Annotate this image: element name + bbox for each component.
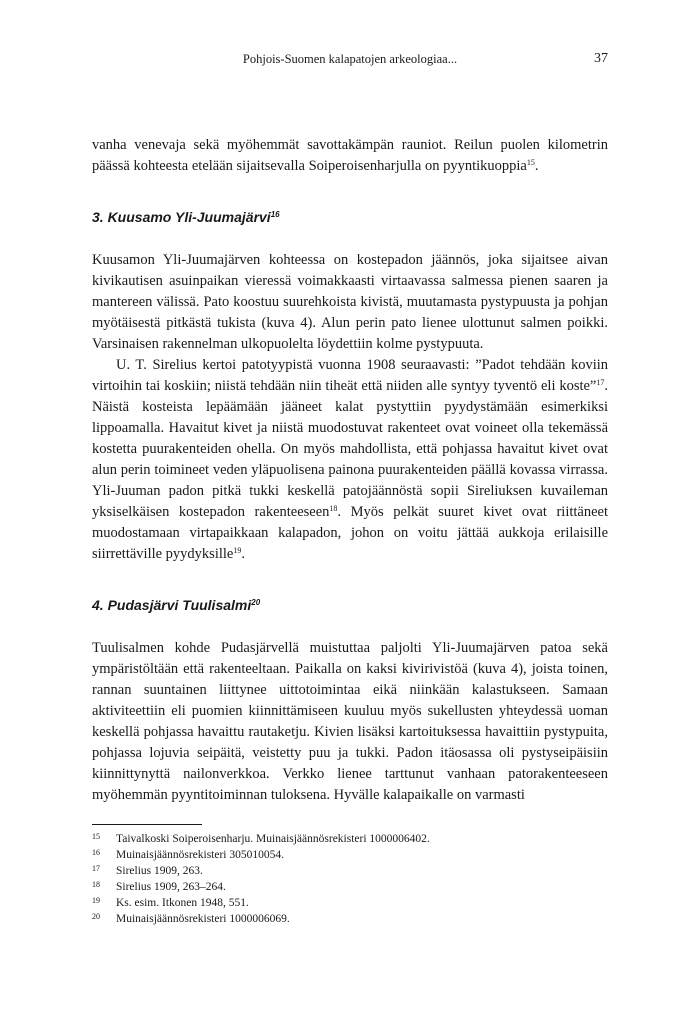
section-3-paragraph-1: Kuusamon Yli-Juumajärven kohteessa on kostepadon jäännös, joka sijaitsee aivan kivikautisen asuinpaikan vieressä voimakkaasti virtaavassa salmessa pienen saaren ja mantereen välissä. Pato koostuu suurehkoista kivistä, muutamasta pystypuusta ja pohjan myötäisestä pitkästä tukista (kuva 4). Alun perin pato lienee ulottunut salmen poikki. Varsinaisen rakennelman ulkopuolelta löydettiin kolme pystypuuta.: [92, 252, 608, 352]
footnote-ref-17[interactable]: 17: [596, 378, 605, 387]
footnote-number: 18: [92, 880, 100, 889]
section-heading-3: [92, 207, 608, 228]
section-4-title: 4. Pudasjärvi Tuulisalmi: [92, 597, 252, 613]
footnote-item: [92, 895, 608, 911]
footnote-text: Muinaisjäännösrekisteri 1000006069.: [116, 913, 290, 925]
section-4-paragraph-1: Tuulisalmen kohde Pudasjärvellä muistuttaa paljolti Yli-Juumajärven patoa sekä ympäristöltään että rakenteeltaan. Paikalla on kaksi kivirivistöä (kuva 4), joista toinen, rannan suuntainen liittynee uittotoimintaa eikä niinkään kalastukseen. Samaan aktiviteettiin eli puomien kiinnittämiseen kuuluu myös sukellusten yhteydessä uoman keskellä pohjassa havaittu rautaketju. Kivien lisäksi kartoituksessa havaittiin pystypuita, pohjassa lojuvia seipäitä, veistetty puu ja tukki. Padon itäosassa oli pystyseipäisiin kiinnittynyttä nailonverkkoa. Verkko lienee tarttunut vanhaan patorakenteeseen myöhemmän pyyntitoiminnan tuloksena. Hyvälle kalapaikalle on varmasti: [92, 640, 608, 803]
footnote-number: 16: [92, 848, 100, 857]
footnote-text: Taivalkoski Soiperoisenharju. Muinaisjäännösrekisteri 1000006402.: [116, 833, 430, 845]
footnote-number: 20: [92, 912, 100, 921]
s3p2-part-a: U. T. Sirelius kertoi patotyypistä vuonna 1908 seuraavasti: ”Padot tehdään koviin virtoihin tai koskiin; niistä tehdään niin tiheät että niiden alle syntyy tyventö eli koste”: [92, 357, 608, 394]
intro-text: vanha venevaja sekä myöhemmät savottakämpän rauniot. Reilun puolen kilometrin päässä kohteesta etelään sijaitsevalla Soiperoisenharjulla on pyyntikuoppia: [92, 137, 608, 174]
section-3-title: 3. Kuusamo Yli-Juumajärvi: [92, 209, 271, 225]
footnote-item: [92, 863, 608, 879]
s3p2-part-c: . Myös pelkät suuret kivet ovat riittäneet muodostamaan virtapaikkaan kalapadon, johon on voitu jättää aukkoja erilaisille siirrettäville pyydyksille: [92, 504, 608, 562]
footnote-ref-19[interactable]: 19: [233, 546, 242, 555]
section-3-paragraph-2: [92, 355, 608, 565]
footnote-ref-18[interactable]: 18: [329, 504, 338, 513]
footnote-divider: [92, 824, 202, 825]
section-heading-4: [92, 595, 608, 616]
footnote-text: Sirelius 1909, 263.: [116, 865, 203, 877]
footnotes: [92, 824, 608, 927]
footnote-number: 15: [92, 832, 100, 841]
footnote-ref-20[interactable]: 20: [251, 598, 261, 607]
intro-tail: .: [534, 158, 539, 174]
intro-paragraph: [92, 135, 608, 177]
s3p2-part-d: .: [241, 546, 245, 562]
footnote-item: [92, 847, 608, 863]
page-number: 37: [594, 51, 608, 66]
footnote-number: 17: [92, 864, 100, 873]
footnote-item: [92, 879, 608, 895]
footnote-number: 19: [92, 896, 100, 905]
footnote-text: Sirelius 1909, 263–264.: [116, 881, 226, 893]
footnote-text: Ks. esim. Itkonen 1948, 551.: [116, 897, 249, 909]
footnote-ref-15[interactable]: 15: [526, 158, 535, 167]
body-text: [92, 135, 608, 806]
footnote-item: [92, 831, 608, 847]
footnote-item: [92, 911, 608, 927]
footnote-text: Muinaisjäännösrekisteri 305010054.: [116, 849, 285, 861]
s3p2-part-b: . Näistä kosteista lepäämään jääneet kalat pystyttiin pyydystämään esimerkiksi lippoamalla. Havaitut kivet ja niistä muodostuvat rakenteet ovat voineet olla tekemässä kostetta puurakenteiden ohella. On myös mahdollista, että pohjassa havaitut kivet ovat alun perin toimineet veden yläpuolisena painona puurakenteiden päällä kovassa virrassa. Yli-Juuman padon pitkä tukki keskellä patojäännöstä sopii Sireliuksen kuvaileman yksiselkäisen kostepadon rakenteeseen: [92, 378, 608, 520]
running-title: Pohjois-Suomen kalapatojen arkeologiaa...: [242, 52, 458, 66]
footnote-ref-16[interactable]: 16: [270, 210, 280, 219]
